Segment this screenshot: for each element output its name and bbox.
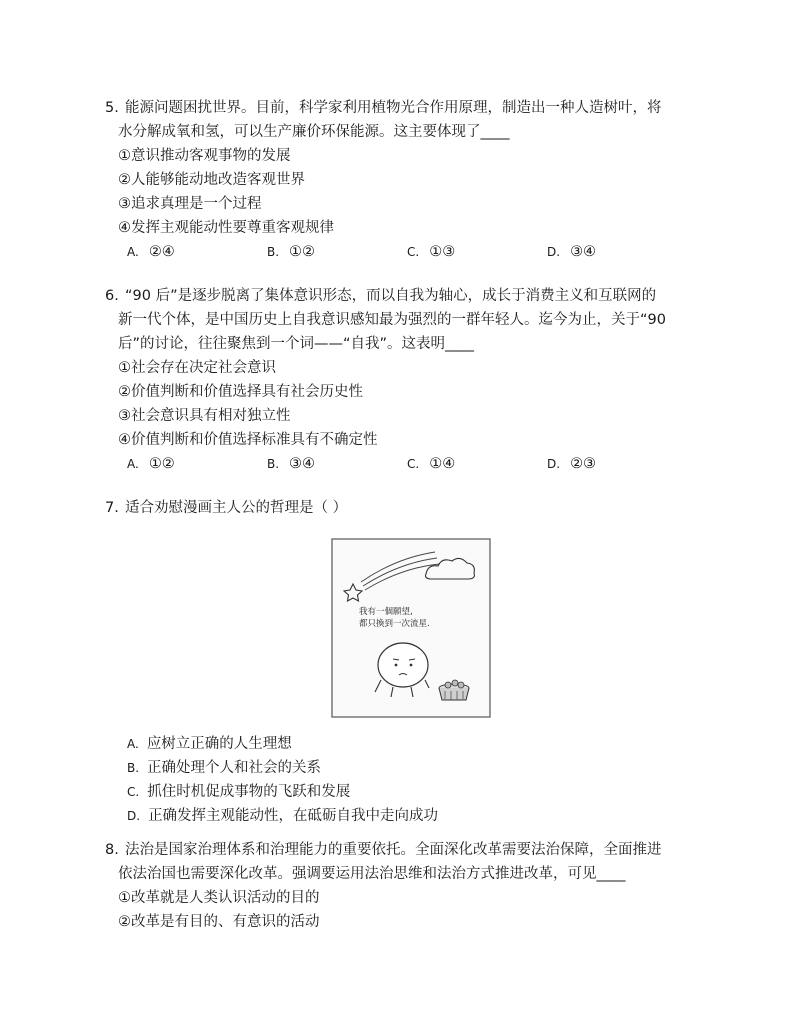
option-a[interactable]: A. ①②	[127, 456, 175, 472]
statement-4: ④价值判断和价值选择标准具有不确定性	[118, 432, 378, 448]
option-b[interactable]: B. ①②	[267, 244, 316, 260]
question-8	[105, 838, 705, 934]
question-6	[105, 284, 705, 476]
question-5	[105, 96, 705, 264]
question-number: 7.	[105, 500, 119, 516]
statement-1: ①改革就是人类认识活动的目的	[118, 890, 320, 906]
cartoon-image	[331, 538, 491, 718]
option-c[interactable]: C. ①③	[407, 244, 456, 260]
statement-3: ③社会意识具有相对独立性	[118, 408, 291, 424]
statement-2: ②改革是有目的、有意识的活动	[118, 914, 320, 930]
question-number: 8.	[105, 842, 119, 858]
question-stem-line: 6. “90 后”是逐步脱离了集体意识形态，而以自我为轴心，成长于消费主义和互联网的	[105, 284, 705, 308]
answer-options	[105, 452, 705, 476]
question-stem-line: 8. 法治是国家治理体系和治理能力的重要依托。全面深化改革需要法治保障，全面推进	[105, 838, 705, 862]
statement-2: ②人能够能动地改造客观世界	[118, 172, 305, 188]
option-d[interactable]: D. ②③	[547, 456, 597, 472]
option-a[interactable]: A. ②④	[127, 244, 175, 260]
question-stem-line: 新一代个体，是中国历史上自我意识感知最为强烈的一群年轻人。迄今为止，关于“90	[118, 312, 666, 328]
choice-b[interactable]: B. 正确处理个人和社会的关系	[127, 760, 322, 776]
question-7-choices	[105, 732, 705, 828]
cartoon-caption-line-1: 我有一個願望,	[359, 607, 413, 617]
question-stem-line: 水分解成氧和氢，可以生产廉价环保能源。这主要体现了____	[118, 124, 510, 140]
choice-d[interactable]: D. 正确发挥主观能动性，在砥砺自我中走向成功	[127, 808, 439, 824]
question-number: 5.	[105, 100, 119, 116]
option-c[interactable]: C. ①④	[407, 456, 456, 472]
statement-3: ③追求真理是一个过程	[118, 196, 262, 212]
question-stem-line: 后”的讨论，往往聚焦到一个词——“自我”。这表明____	[118, 336, 475, 352]
option-d[interactable]: D. ③④	[547, 244, 597, 260]
choice-a[interactable]: A. 应树立正确的人生理想	[127, 736, 292, 752]
question-7	[105, 496, 705, 520]
question-stem-line: 依法治国也需要深化改革。强调要运用法治思维和法治方式推进改革，可见____	[118, 866, 626, 882]
option-b[interactable]: B. ③④	[267, 456, 316, 472]
question-stem-line: 5. 能源问题困扰世界。目前，科学家利用植物光合作用原理，制造出一种人造树叶，将	[105, 96, 705, 120]
question-stem-line: 7. 适合劝慰漫画主人公的哲理是（ ）	[105, 496, 705, 520]
cartoon-caption-line-2: 都只換到一次流星.	[359, 619, 430, 629]
statement-1: ①社会存在决定社会意识	[118, 360, 276, 376]
question-number: 6.	[105, 288, 119, 304]
answer-options	[105, 240, 705, 264]
statement-2: ②价值判断和价值选择具有社会历史性	[118, 384, 363, 400]
statement-4: ④发挥主观能动性要尊重客观规律	[118, 220, 334, 236]
statement-1: ①意识推动客观事物的发展	[118, 148, 291, 164]
choice-c[interactable]: C. 抓住时机促成事物的飞跃和发展	[127, 784, 351, 800]
